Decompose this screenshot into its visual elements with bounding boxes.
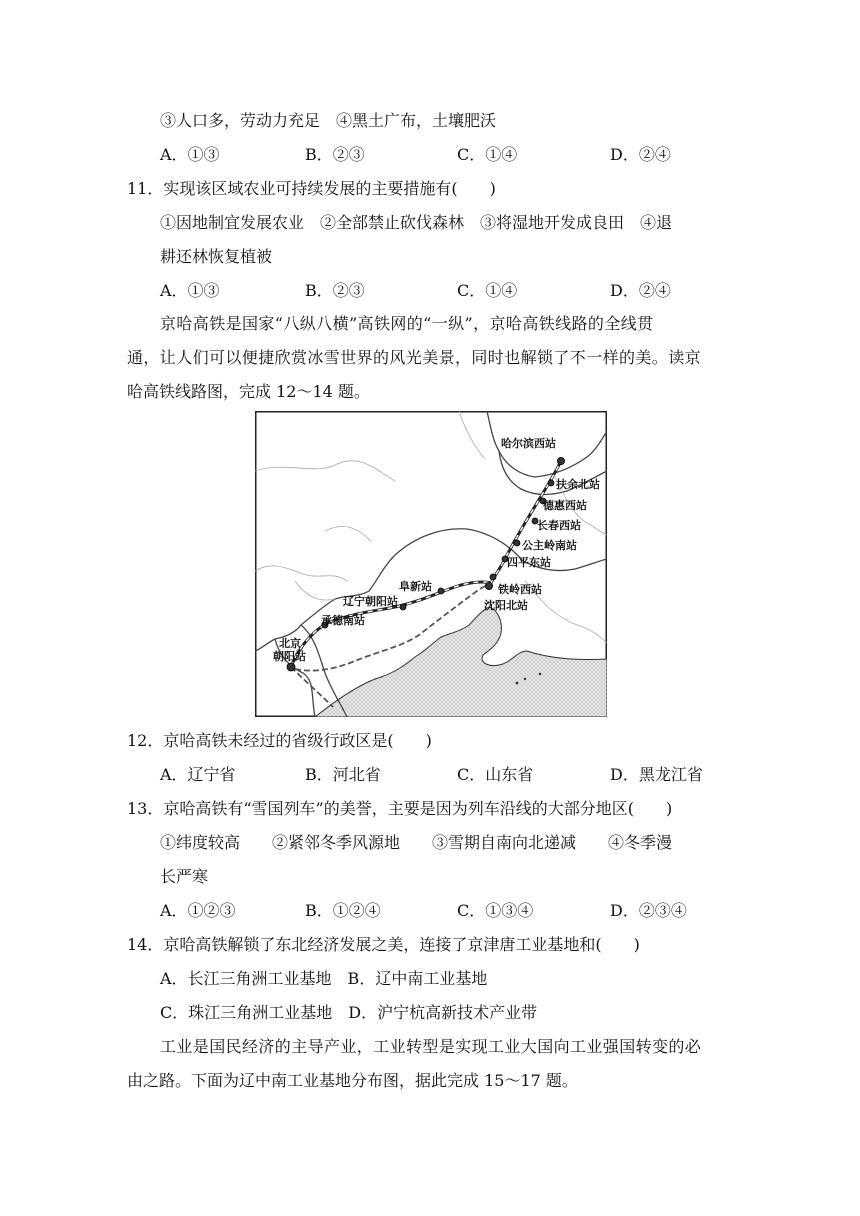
q10-option-c: C．①④ (457, 145, 518, 164)
q13-option-c: C．①③④ (457, 901, 534, 920)
q14-stem: 14．京哈高铁解锁了东北经济发展之美，连接了京津唐工业基地和( ) (127, 935, 640, 954)
station-marker-beijing (287, 663, 295, 671)
q13-option-d: D．②③④ (610, 901, 687, 920)
q13-stem: 13．京哈高铁有“雪国列车”的美誉，主要是因为列车沿线的大部分地区( ) (127, 799, 673, 818)
station-marker-fuyu (548, 480, 554, 486)
label-shenyang: 沈阳北站 (484, 600, 528, 612)
q10-option-b: B．②③ (305, 145, 365, 164)
railway-map (255, 411, 607, 717)
label-gongzhuling: 公主岭南站 (522, 540, 577, 552)
q12-option-a: A．辽宁省 (160, 765, 236, 784)
label-siping: 四平东站 (507, 557, 551, 569)
q11-option-b: B．②③ (305, 281, 365, 300)
station-marker-fuxin (438, 588, 444, 594)
q11-statements-line1: ①因地制宜发展农业 ②全部禁止砍伐森林 ③将湿地开发成良田 ④退 (160, 213, 673, 232)
label-fuxin: 阜新站 (399, 581, 432, 593)
q12-option-b: B．河北省 (305, 765, 381, 784)
q11-option-d: D．②④ (610, 281, 671, 300)
q14-options-row2: C．珠江三角洲工业基地 D．沪宁杭高新技术产业带 (160, 1003, 538, 1022)
q10-option-a: A．①③ (160, 145, 220, 164)
label-chengde: 承德南站 (321, 615, 365, 627)
q12-option-d: D．黑龙江省 (610, 765, 703, 784)
q11-option-c: C．①④ (457, 281, 518, 300)
q13-option-a: A．①②③ (160, 901, 236, 920)
q10-option-d: D．②④ (610, 145, 671, 164)
station-marker-gongzhuling (514, 540, 520, 546)
passage2-line2: 由之路。下面为辽中南工业基地分布图，据此完成 15～17 题。 (127, 1071, 578, 1090)
q11-statements-line2: 耕还林恢复植被 (160, 247, 273, 266)
station-marker-chaoyang (400, 604, 406, 610)
q11-option-a: A．①③ (160, 281, 220, 300)
label-dehui: 德惠西站 (543, 500, 587, 512)
station-marker-harbin (557, 457, 564, 464)
q13-option-b: B．①②④ (305, 901, 381, 920)
label-chaoyang: 辽宁朝阳站 (343, 596, 398, 608)
q13-statements-line2: 长严寒 (160, 867, 209, 886)
q12-option-c: C．山东省 (457, 765, 534, 784)
q14-options-row1: A．长江三角洲工业基地 B．辽中南工业基地 (160, 969, 488, 988)
label-fuyu: 扶余北站 (556, 479, 600, 491)
label-harbin: 哈尔滨西站 (501, 438, 556, 450)
q10-statements: ③人口多，劳动力充足 ④黑土广布，土壤肥沃 (160, 111, 497, 130)
passage1-line1: 京哈高铁是国家“八纵八横”高铁网的“一纵”，京哈高铁线路的全线贯 (160, 314, 654, 333)
station-marker-shenyang (485, 582, 492, 589)
q13-statements-line1: ①纬度较高 ②紧邻冬季风源地 ③雪期自南向北递减 ④冬季漫 (160, 833, 673, 852)
label-tieling: 铁岭西站 (498, 584, 542, 596)
label-beijing-2: 朝阳站 (273, 651, 306, 663)
q11-stem: 11．实现该区域农业可持续发展的主要措施有( ) (127, 179, 496, 198)
q12-stem: 12．京哈高铁未经过的省级行政区是( ) (127, 731, 432, 750)
label-changchun: 长春西站 (537, 520, 581, 532)
passage1-line3: 哈高铁线路图，完成 12～14 题。 (127, 382, 370, 401)
passage2-line1: 工业是国民经济的主导产业，工业转型是实现工业大国向工业强国转变的必 (160, 1037, 702, 1056)
label-beijing-1: 北京 (279, 638, 301, 650)
passage1-line2: 通，让人们可以便捷欣赏冰雪世界的风光美景，同时也解锁了不一样的美。读京 (127, 348, 702, 367)
station-marker-tieling (490, 574, 496, 580)
